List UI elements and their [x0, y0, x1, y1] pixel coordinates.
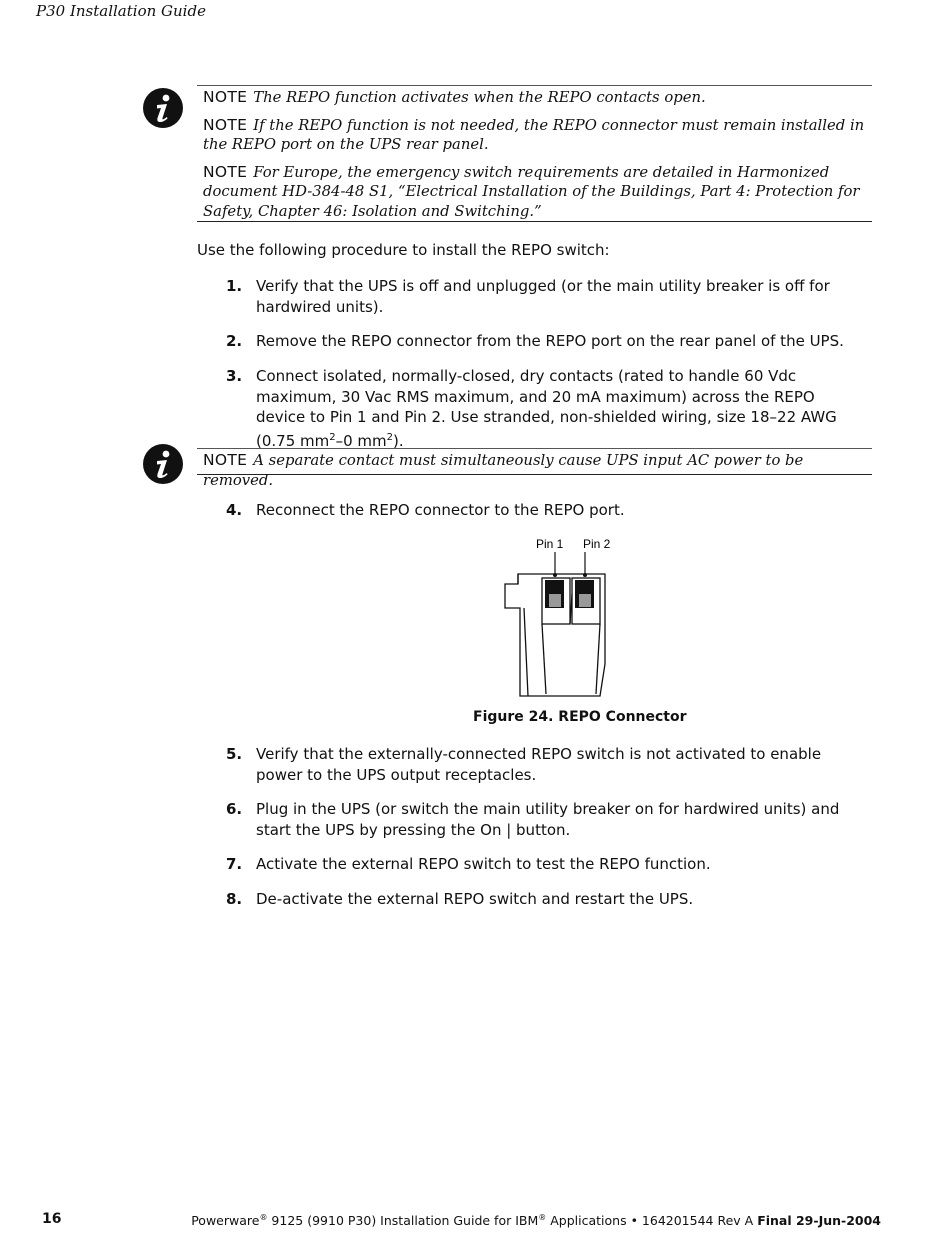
note-label: NOTE [203, 451, 248, 469]
step-number: 5. [226, 745, 243, 763]
note-box-top [197, 85, 872, 222]
note [203, 163, 866, 222]
step-text: Activate the external REPO switch to test the REPO function. [256, 855, 711, 873]
pin2-label: Pin 2 [583, 537, 611, 551]
step-number: 3. [226, 367, 243, 385]
step-text: Verify that the externally-connected REPO switch is not activated to enable power to the UPS output receptacles. [256, 745, 822, 784]
step-number: 6. [226, 800, 243, 818]
note [203, 116, 866, 155]
procedure-intro: Use the following procedure to install the REPO switch: [197, 241, 610, 259]
page-header-title: P30 Installation Guide [36, 2, 206, 20]
info-icon [143, 444, 183, 484]
note-text: If the REPO function is not needed, the REPO connector must remain installed in the REPO port on the UPS rear panel. [203, 116, 865, 153]
page-number: 16 [42, 1211, 62, 1227]
step-number: 1. [226, 277, 243, 295]
note-label: NOTE [203, 115, 248, 134]
step-text: Remove the REPO connector from the REPO port on the rear panel of the UPS. [256, 332, 844, 350]
note-label: NOTE [203, 88, 248, 106]
step-text: Connect isolated, normally-closed, dry contacts (rated to handle 60 Vdc maximum, 30 Vac RMS maximum, and 20 mA maximum) across the REPO device to Pin 1 and Pin 2. Use stranded, non-shielded wiring, size 18–22 AWG (0.75 $mm^2-0$ $mm^2$). [256, 367, 837, 450]
note-text: The REPO function activates when the REPO contacts open. [253, 89, 706, 106]
step-number: 7. [226, 855, 243, 873]
note-text: A separate contact must simultaneously cause UPS input AC power to be removed. [203, 452, 804, 489]
step-number: 8. [226, 890, 243, 908]
note-box-mid [197, 448, 872, 489]
footer-text: Powerware® 9125 (9910 P30) Installation Guide for IBM® Applications • 164201544 Rev A Final 29-Jun-2004 [191, 1213, 881, 1229]
note [203, 88, 866, 108]
step-number: 2. [226, 332, 243, 350]
repo-connector-figure [480, 534, 650, 706]
pin1-label: Pin 1 [536, 537, 564, 551]
step-text: Verify that the UPS is off and unplugged (or the main utility breaker is off for hardwired units). [256, 277, 830, 316]
note [203, 451, 866, 490]
figure-caption: Figure 24. REPO Connector [473, 709, 687, 725]
step-text: De-activate the external REPO switch and restart the UPS. [256, 890, 694, 908]
step-number: 4. [226, 501, 243, 519]
info-icon [143, 88, 183, 128]
note-text: For Europe, the emergency switch requirements are detailed in Harmonized document HD-384-48 S1, “Electrical Installation of the Buildings, Part 4: Protection for Safety, Chapter 46: Isolation and Switching.” [203, 163, 860, 220]
note-label: NOTE [203, 162, 248, 181]
step-text: Reconnect the REPO connector to the REPO port. [256, 501, 625, 519]
step-text: Plug in the UPS (or switch the main utility breaker on for hardwired units) and start the UPS by pressing the On | button. [256, 800, 840, 839]
